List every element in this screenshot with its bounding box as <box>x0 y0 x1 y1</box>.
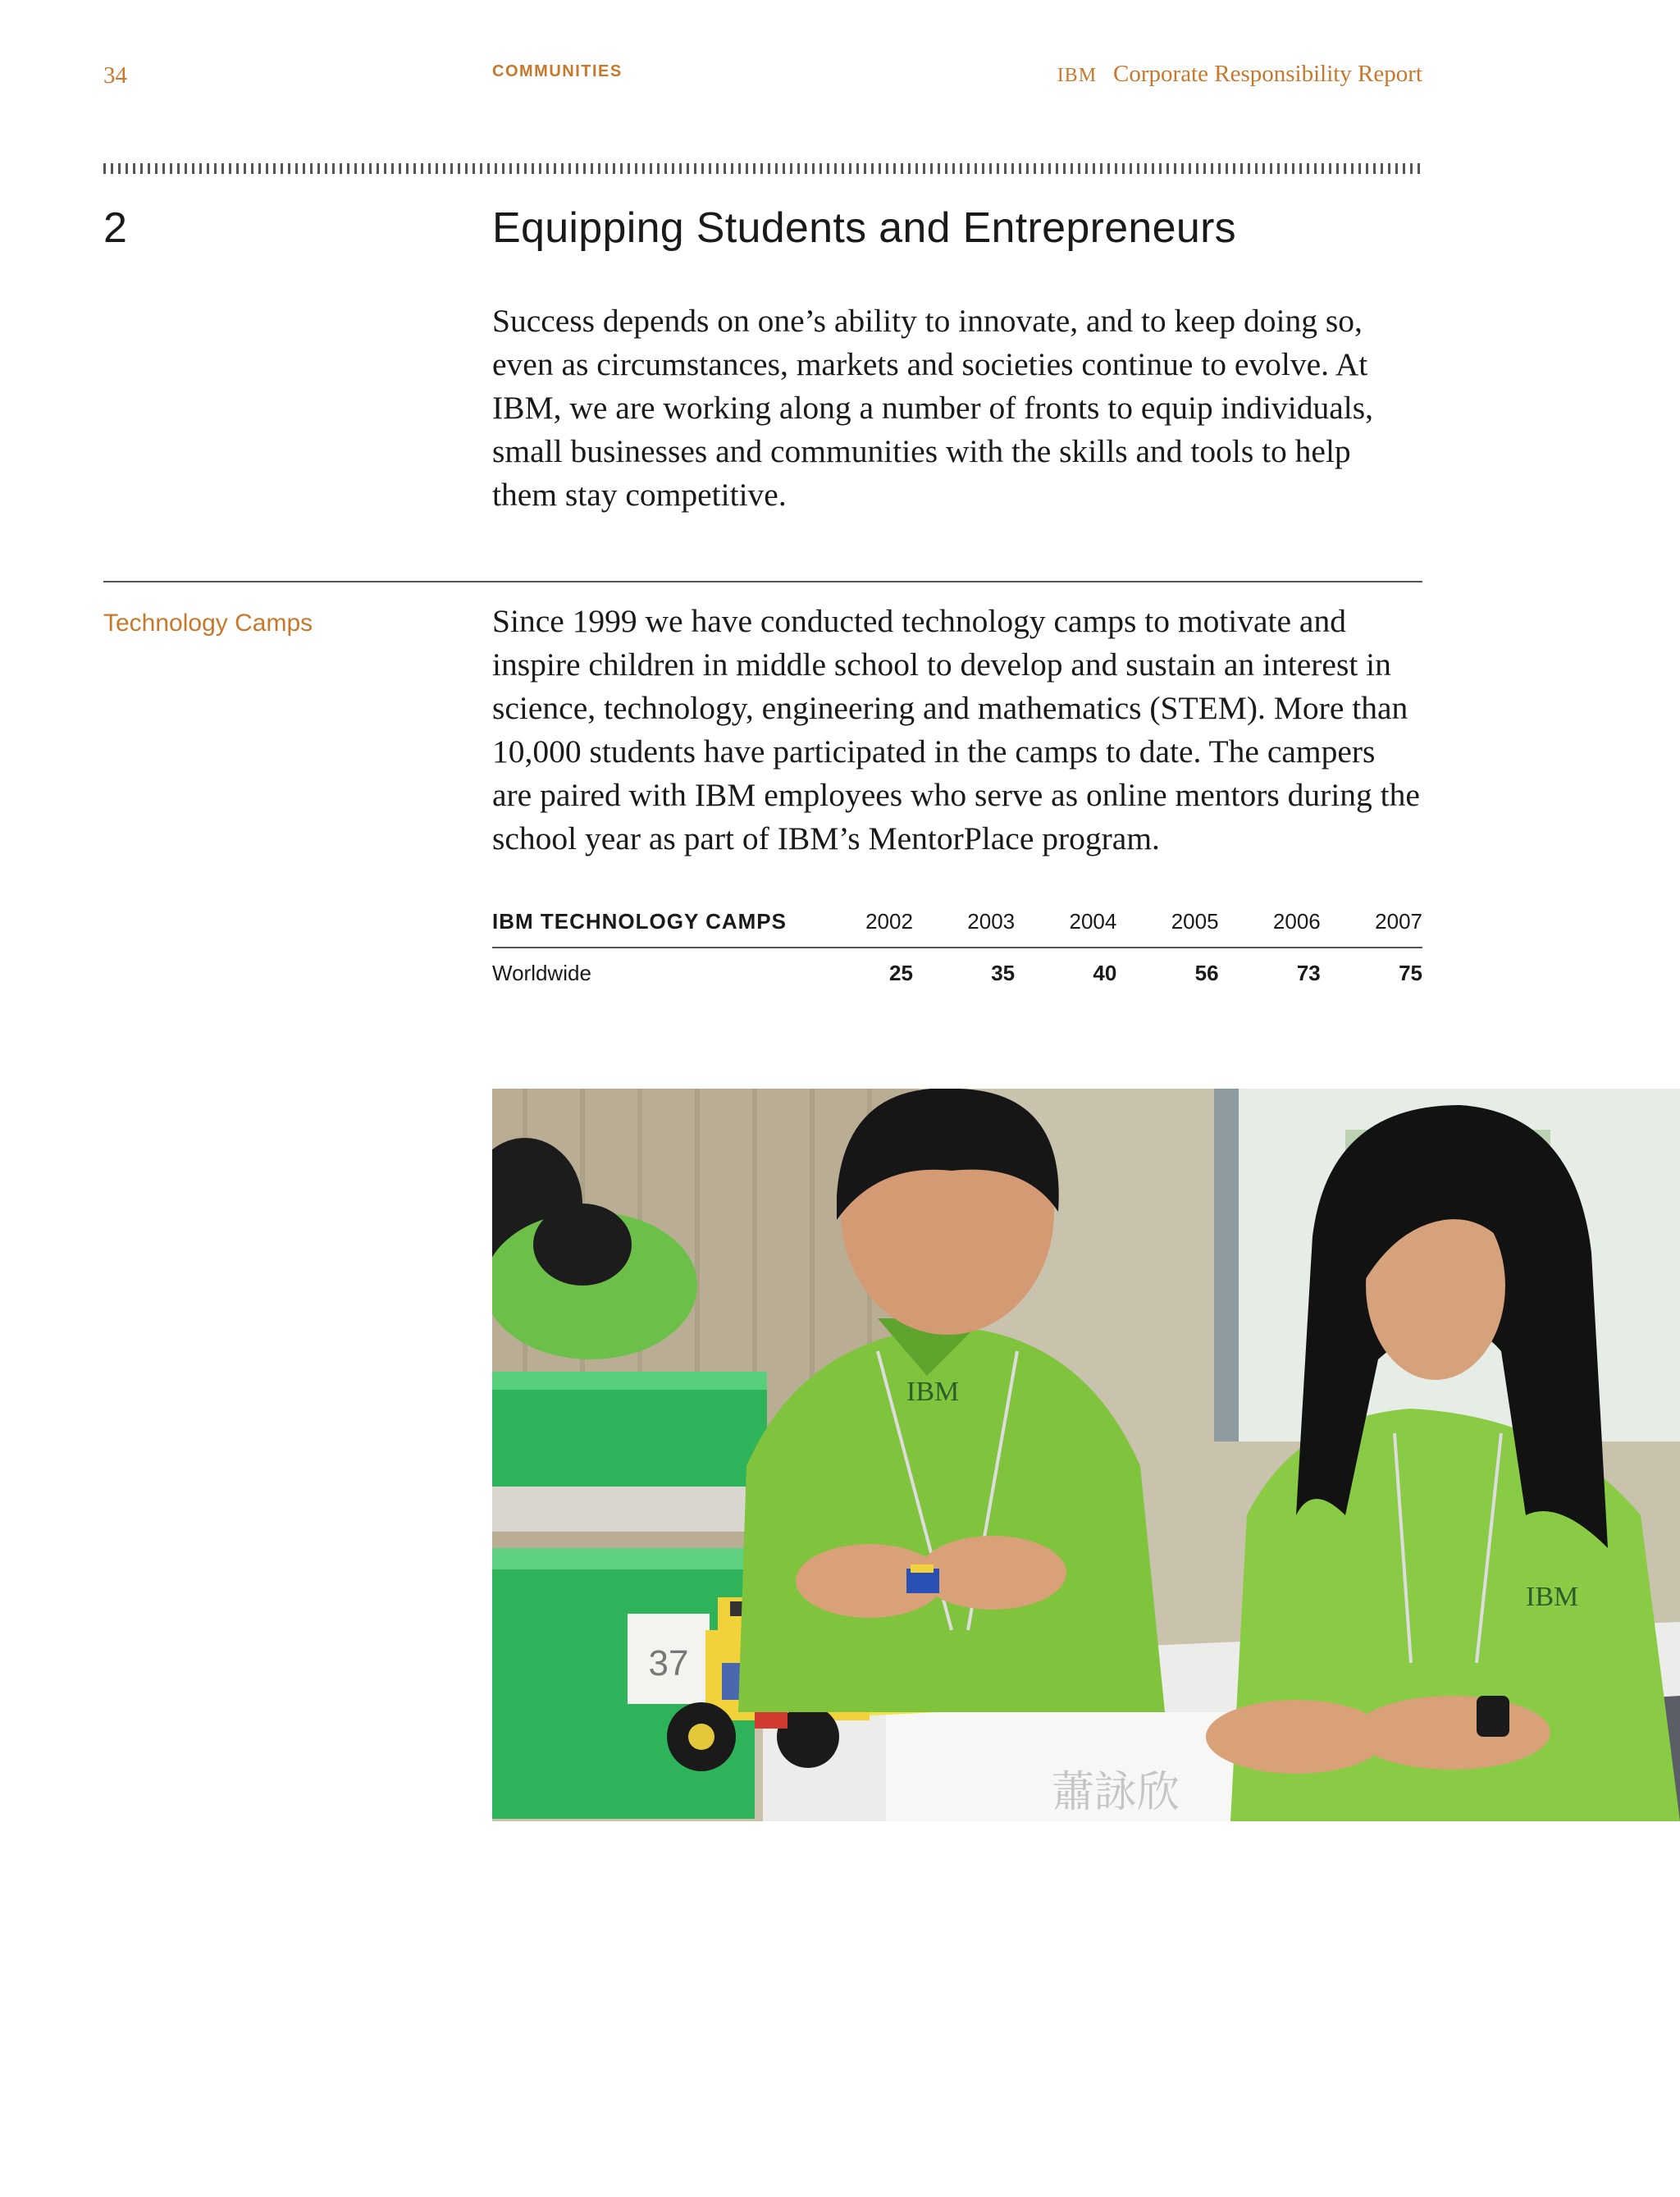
page-number: 34 <box>103 62 127 89</box>
intro-paragraph: Success depends on one’s ability to innovate, and to keep doing so, even as circumstances, markets and societies continue to evolve. At IBM, we are working along a number of fronts to equip individuals, small businesses and communities with the skills and tools to help them stay competitive. <box>492 303 1373 513</box>
table-title: IBM TECHNOLOGY CAMPS <box>492 909 787 934</box>
table-cell: 35 <box>991 960 1016 985</box>
year-header: 2003 <box>967 909 1016 934</box>
table-cell: 75 <box>1399 960 1422 985</box>
year-header: 2004 <box>1069 909 1117 934</box>
technology-camps-paragraph: Since 1999 we have conducted technology camps to motivate and inspire children in middle school to develop and sustain an interest in science, technology, engineering and mathematics (STEM). More than 10,000 students have participated in the camps to date. The campers are paired with IBM employees who serve as online mentors during the school year as part of IBM’s MentorPlace program. <box>492 603 1420 856</box>
table-cell: 40 <box>1093 960 1117 985</box>
section-divider <box>103 581 1422 582</box>
report-title: Corporate Responsibility Report <box>1113 61 1422 87</box>
year-header: 2006 <box>1272 909 1321 934</box>
shirt-logo: IBM <box>1526 1582 1579 1612</box>
section-label: COMMUNITIES <box>492 62 623 80</box>
chapter-number: 2 <box>103 204 127 252</box>
tick-rule-divider <box>103 163 1422 174</box>
year-header: 2005 <box>1171 909 1219 934</box>
technology-camps-table <box>492 909 1422 998</box>
year-header: 2002 <box>865 909 913 934</box>
year-header: 2007 <box>1375 909 1422 934</box>
shirt-logo: IBM <box>906 1377 960 1407</box>
brand-name: IBM <box>1057 65 1098 86</box>
bin-label: 37 <box>648 1643 689 1683</box>
table-row <box>492 948 1422 998</box>
row-label: Worldwide <box>492 960 591 985</box>
table-cell: 73 <box>1296 960 1321 985</box>
table-header-row <box>492 909 1422 948</box>
name-card-text: 蕭詠欣 <box>1051 1768 1180 1817</box>
students-photo <box>492 1089 1680 1821</box>
table-cell: 56 <box>1194 960 1219 985</box>
table-cell: 25 <box>889 960 913 985</box>
running-header <box>1057 61 1422 88</box>
side-heading-technology-camps: Technology Camps <box>103 610 313 637</box>
chapter-title: Equipping Students and Entrepreneurs <box>492 204 1236 252</box>
